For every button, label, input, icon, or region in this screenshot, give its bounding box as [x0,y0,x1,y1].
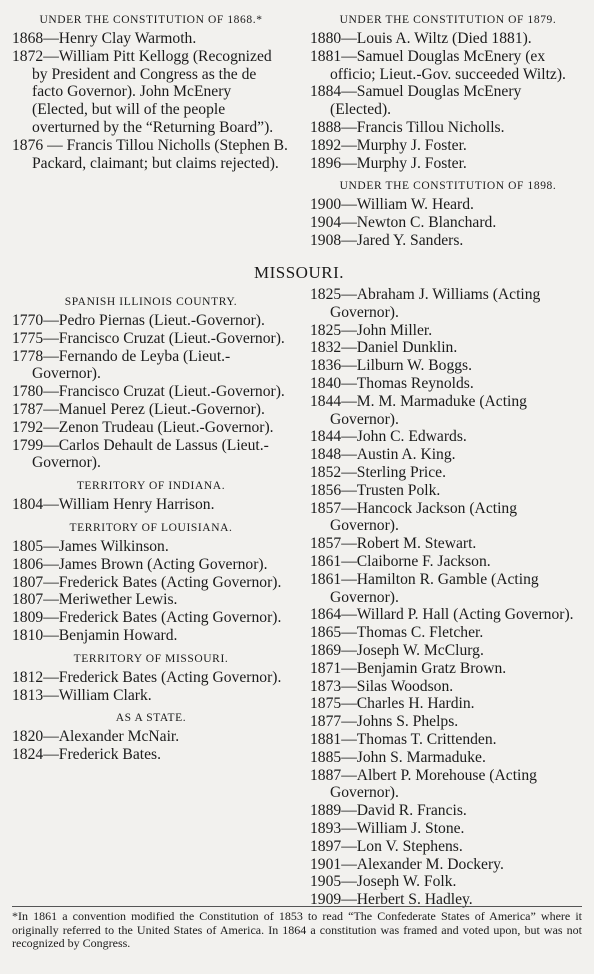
governor-entry: 1825—John Miller. [310,321,433,339]
governor-entry: 1852—Sterling Price. [310,463,446,481]
governor-entry: 1825—Abraham J. Williams (Acting Governor). [310,286,541,321]
governor-entry: 1888—Francis Tillou Nicholls. [310,118,505,136]
governor-entry: 1871—Benjamin Gratz Brown. [310,659,507,677]
governor-entry: 1844—John C. Edwards. [310,428,467,446]
governor-entry: 1832—Daniel Dunklin. [310,339,458,357]
section-heading: TERRITORY OF MISSOURI. [73,652,229,665]
governor-entry: 1869—Joseph W. McClurg. [310,641,484,659]
governor-entry: 1885—John S. Marmaduke. [310,748,486,766]
governor-entry: 1812—Frederick Bates (Acting Governor). [12,668,282,686]
governor-entry: 1905—Joseph W. Folk. [310,873,457,891]
governor-entry: 1805—James Wilkinson. [12,537,169,555]
governor-entry: 1877—Johns S. Phelps. [310,713,459,731]
governor-entry: 1893—William J. Stone. [310,819,465,837]
governor-entry: 1810—Benjamin Howard. [12,626,178,644]
governor-entry: 1908—Jared Y. Sanders. [310,231,464,249]
governor-entry: 1900—William W. Heard. [310,196,474,214]
state-title-missouri: MISSOURI. [254,263,344,282]
governor-entry: 1876 — Francis Tillou Nicholls (Stephen B. Packard, claimant; but claims rejected). [12,136,288,172]
missouri-right-column [310,286,586,909]
governor-entry: 1857—Hancock Jackson (Acting Governor). [310,499,517,535]
governor-entry: 1873—Silas Woodson. [310,677,454,695]
governor-entry: 1856—Trusten Polk. [310,481,441,499]
section-heading: UNDER THE CONSTITUTION OF 1898. [339,180,557,193]
governor-entry: 1909—Herbert S. Hadley. [310,891,473,909]
governor-entry: 1806—James Brown (Acting Governor). [12,555,268,573]
section-heading: AS A STATE. [115,712,187,725]
governor-entry: 1901—Alexander M. Dockery. [310,855,504,873]
section-heading: SPANISH ILLINOIS COUNTRY. [64,296,238,308]
governor-entry: 1865—Thomas C. Fletcher. [310,624,484,642]
governor-entry: 1813—William Clark. [12,686,152,704]
governor-entry: 1864—Willard P. Hall (Acting Governor). [310,606,574,624]
governor-entry: 1844—M. M. Marmaduke (Acting Governor). [310,392,527,428]
governor-entry: 1857—Robert M. Stewart. [310,535,477,553]
governor-entry: 1799—Carlos Dehault de Lassus (Lieut.-Governor). [12,436,269,472]
governor-entry: 1889—David R. Francis. [310,802,467,820]
governor-entry: 1836—Lilburn W. Boggs. [310,357,473,375]
governor-entry: 1880—Louis A. Wiltz (Died 1881). [310,30,532,47]
governor-entry: 1868—Henry Clay Warmoth. [12,30,197,47]
section-heading: TERRITORY OF INDIANA. [76,480,226,493]
governor-entry: 1897—Lon V. Stephens. [310,837,463,855]
governor-entry: 1861—Hamilton R. Gamble (Acting Governor). [310,570,539,606]
governor-entry: 1804—William Henry Harrison. [12,496,215,514]
governor-entry: 1792—Zenon Trudeau (Lieut.-Governor). [12,418,274,436]
governor-entry: 1875—Charles H. Hardin. [310,695,475,713]
governor-entry: 1904—Newton C. Blanchard. [310,214,497,232]
governor-entry: 1872—William Pitt Kellogg (Recognized by President and Congress as the de facto Governor). John McEnery (Elected, but will of the people overturned by the “Returning Board”). [12,47,274,136]
louisiana-left-column [12,6,290,172]
section-heading: TERRITORY OF LOUISIANA. [69,521,233,534]
governor-entry: 1780—Francisco Cruzat (Lieut.-Governor). [12,383,285,401]
governor-entry: 1809—Frederick Bates (Acting Governor). [12,609,282,627]
governor-entry: 1824—Frederick Bates. [12,746,161,764]
governor-entry: 1884—Samuel Douglas McEnery (Elected). [310,83,522,119]
missouri-left-column [12,288,290,764]
governor-entry: 1892—Murphy J. Foster. [310,136,467,154]
governor-entry: 1887—Albert P. Morehouse (Acting Governor). [310,766,537,802]
governor-entry: 1861—Claiborne F. Jackson. [310,552,491,570]
governor-entry: 1775—Francisco Cruzat (Lieut.-Governor). [12,329,285,347]
footnote: *In 1861 a convention modified the Constitution of 1853 to read “The Confederate States of America” where it originally referred to the United States of America. In 1864 a constitution was framed and voted upon, but was not recognized by Congress. [12,906,582,951]
governor-entry: 1896—Murphy J. Foster. [310,154,467,172]
governor-entry: 1881—Samuel Douglas McEnery (ex officio; Lieut.-Gov. succeeded Wiltz). [310,47,566,83]
governor-entry: 1820—Alexander McNair. [12,728,180,746]
governor-entry: 1770—Pedro Piernas (Lieut.-Governor). [12,312,265,329]
governor-entry: 1787—Manuel Perez (Lieut.-Governor). [12,400,265,418]
governor-entry: 1807—Frederick Bates (Acting Governor). [12,573,282,591]
governor-entry: 1778—Fernando de Leyba (Lieut.-Governor). [12,347,231,383]
governor-entry: 1840—Thomas Reynolds. [310,374,474,392]
section-heading: UNDER THE CONSTITUTION OF 1879. [339,14,557,26]
section-heading: UNDER THE CONSTITUTION OF 1868.* [39,14,263,26]
governor-entry: 1881—Thomas T. Crittenden. [310,730,497,748]
governor-entry: 1848—Austin A. King. [310,446,456,464]
louisiana-right-column [310,6,586,250]
governor-entry: 1807—Meriwether Lewis. [12,591,178,609]
